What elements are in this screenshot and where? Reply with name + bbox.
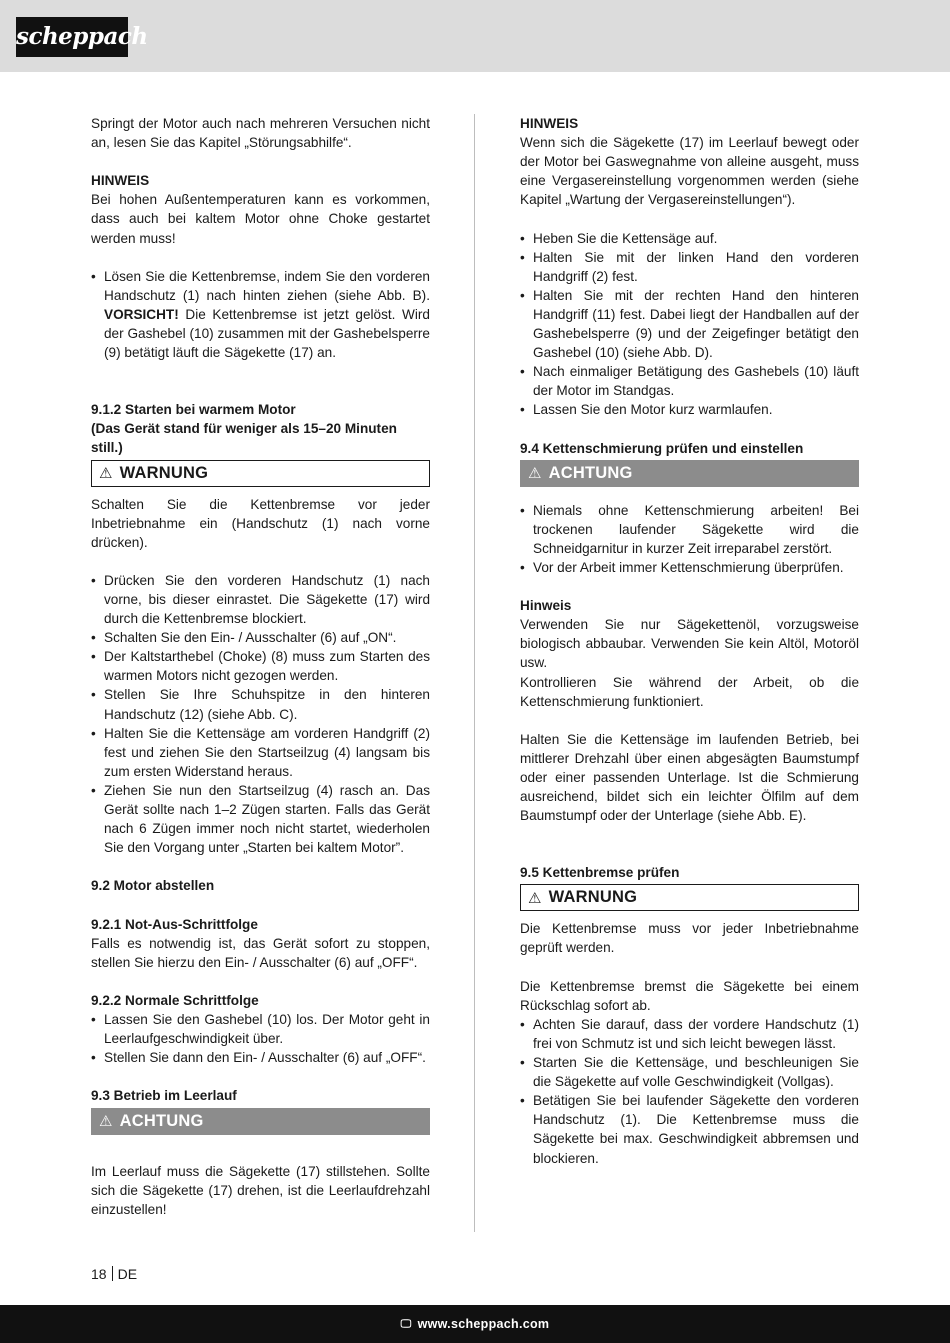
hinweis-heading: HINWEIS [91, 173, 150, 189]
idle-text: Im Leerlauf muss die Sägekette (17) stillstehen. Sollte sich die Sägekette (17) drehen, ist die Leerlaufdrehzahl einzustellen! [91, 1163, 430, 1217]
hinweis-heading: HINWEIS [520, 116, 579, 131]
hinweis-heading: Hinweis [520, 598, 572, 614]
list-item: • Halten Sie mit der linken Hand den vorderen Handgriff (2) fest. [520, 248, 859, 286]
section-9-5-title: 9.5 Kettenbremse prüfen [520, 865, 680, 881]
monitor-icon: 🖵 [400, 1317, 412, 1330]
lubrication-list [520, 501, 859, 577]
header-band [0, 0, 950, 72]
warning-triangle-icon: ⚠ [99, 465, 113, 482]
warning-triangle-icon: ⚠ [528, 465, 542, 483]
list-item: • Stellen Sie Ihre Schuhspitze in den hinteren Handschutz (12) (siehe Abb. C). [91, 685, 430, 723]
warning-triangle-icon: ⚠ [99, 1113, 113, 1130]
chain-brake-check-text: Die Kettenbremse muss vor jeder Inbetriebnahme geprüft werden. [520, 921, 859, 956]
section-9-1-2-title: 9.1.2 Starten bei warmem Motor [91, 402, 296, 418]
list-item: • Drücken Sie den vorderen Handschutz (1) nach vorne, bis dieser einrastet. Die Sägekette (17) wird durch die Kettenbremse blockiert. [91, 571, 430, 628]
list-item: • Halten Sie die Kettensäge am vorderen Handgriff (2) fest und ziehen Sie den Startseilzug (4) langsam bis zum ersten Widerstand heraus. [91, 724, 430, 781]
emergency-stop-text: Falls es notwendig ist, das Gerät sofort zu stoppen, stellen Sie hierzu den Ein- / Ausschalter (6) auf „OFF“. [91, 935, 430, 970]
idle-operation-list [520, 229, 859, 420]
scheppach-logo: scheppach [16, 17, 128, 57]
list-item: • Achten Sie darauf, dass der vordere Handschutz (1) frei von Schmutz ist und sich leicht bewegen lässt. [520, 1015, 859, 1053]
section-9-4-title: 9.4 Kettenschmierung prüfen und einstellen [520, 440, 804, 456]
list-item: • Lassen Sie den Motor kurz warmlaufen. [520, 400, 859, 419]
hinweis-text: Kontrollieren Sie während der Arbeit, ob die Kettenschmierung funktioniert. [520, 674, 859, 709]
section-9-1-2-subtitle: (Das Gerät stand für weniger als 15–20 Minuten still.) [91, 421, 397, 456]
chain-brake-function-text: Die Kettenbremse bremst die Sägekette bei einem Rückschlag sofort ab. [520, 978, 859, 1013]
caution-label: ACHTUNG [548, 463, 633, 482]
hinweis-text: Wenn sich die Sägekette (17) im Leerlauf bewegt oder der Motor bei Gaswegnahme von alleine ausgeht, muss eine Vergasereinstellung vorgenommen werden (siehe Kapitel „Wartung der Vergasereinstellungen“). [520, 135, 859, 208]
list-item: • Der Kaltstarthebel (Choke) (8) muss zum Starten des warmen Motors nicht gezogen werden. [91, 647, 430, 685]
list-item: • Betätigen Sie bei laufender Sägekette den vorderen Handschutz (1). Die Kettenbremse muss die Sägekette bei max. Geschwindigkeit abbremsen und blockieren. [520, 1091, 859, 1167]
footer-band [0, 1305, 950, 1343]
caution-label: ACHTUNG [119, 1111, 204, 1130]
warning-label: WARNUNG [548, 888, 638, 907]
warning-box [91, 460, 430, 487]
section-9-2-1-title: 9.2.1 Not-Aus-Schrittfolge [91, 916, 258, 932]
chain-brake-list [91, 267, 430, 362]
normal-stop-list [91, 1010, 430, 1067]
list-item: • Starten Sie die Kettensäge, und beschleunigen Sie die Sägekette auf volle Geschwindigkeit (Vollgas). [520, 1053, 859, 1091]
warm-start-list [91, 571, 430, 857]
list-item: • Vor der Arbeit immer Kettenschmierung überprüfen. [520, 558, 859, 577]
section-9-2-2-title: 9.2.2 Normale Schrittfolge [91, 992, 259, 1008]
list-item: • Niemals ohne Kettenschmierung arbeiten! Bei trockenen laufender Sägekette wird die Schneidgarnitur in kurzer Zeit irreparabel zerstört. [520, 501, 859, 558]
list-item: • Heben Sie die Kettensäge auf. [520, 229, 859, 248]
column-divider [474, 114, 475, 1232]
warning-text: Schalten Sie die Kettenbremse vor jeder Inbetriebnahme ein (Handschutz (1) nach vorne drücken). [91, 496, 430, 550]
website-link[interactable]: www.scheppach.com [417, 1317, 550, 1331]
chain-brake-check-list [520, 1015, 859, 1168]
paragraph-start-failure: Springt der Motor auch nach mehreren Versuchen nicht an, lesen Sie das Kapitel „Störungsabhilfe“. [91, 116, 430, 151]
warning-triangle-icon: ⚠ [528, 889, 542, 907]
caution-box [520, 460, 859, 487]
list-item: • Nach einmaliger Betätigung des Gashebels (10) läuft der Motor im Standgas. [520, 362, 859, 400]
hinweis-text: Bei hohen Außentemperaturen kann es vorkommen, dass auch bei kaltem Motor ohne Choke gestartet werden muss! [91, 192, 430, 246]
list-item: • Stellen Sie dann den Ein- / Ausschalter (6) auf „OFF“. [91, 1048, 430, 1067]
list-item: • Halten Sie mit der rechten Hand den hinteren Handgriff (11) fest. Dabei liegt der Handballen auf der Gashebelsperre (9) und der Zeigefinger betätigt den Gashebel (10) (siehe Abb. D). [520, 286, 859, 362]
page-number: 18 DE [91, 1266, 138, 1282]
left-column [91, 114, 430, 1219]
page-separator [112, 1266, 113, 1281]
lubrication-check-text: Halten Sie die Kettensäge im laufenden Betrieb, bei mittlerer Drehzahl über einen abgesägten Baumstumpf oder einer passenden Unterlage. Ist die Schmierung ausreichend, bildet sich ein leichter Ölfilm auf dem Baumstumpf oder der Unterlage (siehe Abb. E). [520, 731, 859, 824]
warning-box [520, 884, 859, 911]
right-column [520, 114, 859, 1168]
list-item: • Lassen Sie den Gashebel (10) los. Der Motor geht in Leerlaufgeschwindigkeit über. [91, 1010, 430, 1048]
section-9-3-title: 9.3 Betrieb im Leerlauf [91, 1088, 237, 1104]
warning-label: WARNUNG [119, 463, 209, 482]
list-item: • Lösen Sie die Kettenbremse, indem Sie den vorderen Handschutz (1) nach hinten ziehen (siehe Abb. B). VORSICHT! Die Kettenbremse ist jetzt gelöst. Wird der Gashebel (10) zusammen mit der Gashebelsperre (9) betätigt läuft die Sägekette (17) an. [91, 267, 430, 362]
vorsicht-label: VORSICHT! [104, 306, 179, 322]
list-item: • Ziehen Sie nun den Startseilzug (4) rasch an. Das Gerät sollte nach 1–2 Zügen starten. Falls das Gerät nach 6 Zügen immer noch nicht startet, wiederholen Sie den Vorgang unter „Starten bei kaltem Motor”. [91, 781, 430, 857]
list-item: • Schalten Sie den Ein- / Ausschalter (6) auf „ON“. [91, 628, 430, 647]
caution-box [91, 1108, 430, 1135]
section-9-2-title: 9.2 Motor abstellen [91, 878, 215, 894]
hinweis-text: Verwenden Sie nur Sägekettenöl, vorzugsweise biologisch abbaubar. Verwenden Sie kein Altöl, Motoröl usw. [520, 617, 859, 671]
